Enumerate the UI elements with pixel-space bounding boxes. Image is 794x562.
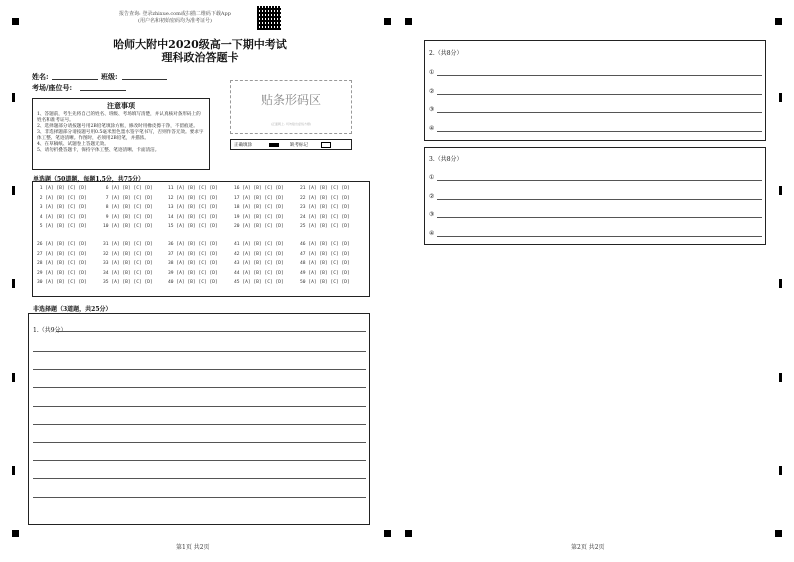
notice-body [33, 111, 209, 155]
line-number: ① [429, 174, 435, 181]
q1-answer-box[interactable] [28, 313, 370, 525]
mc-question-row[interactable]: 19 [A] [B] [C] [D] [234, 214, 284, 220]
answer-line[interactable] [33, 406, 366, 407]
mc-question-row[interactable]: 7 [A] [B] [C] [D] [103, 195, 153, 201]
line-number: ③ [429, 106, 435, 113]
page1-footer: 第1页 共2页 [176, 544, 210, 551]
q2-label: 2.（共8分） [429, 50, 463, 57]
notice-item: 4、在草稿纸、试题卷上答题无效。 [37, 142, 109, 147]
registration-mark [12, 18, 19, 25]
mc-question-row[interactable]: 4 [A] [B] [C] [D] [37, 214, 87, 220]
mc-question-row[interactable]: 45 [A] [B] [C] [D] [234, 280, 284, 285]
mc-question-row[interactable]: 40 [A] [B] [C] [D] [168, 280, 218, 285]
mc-question-row[interactable]: 26 [A] [B] [C] [D] [37, 242, 87, 247]
answer-line[interactable] [437, 180, 762, 181]
mc-question-row[interactable]: 10 [A] [B] [C] [D] [103, 224, 153, 229]
answer-line[interactable] [33, 497, 366, 498]
mc-section-title: 单选题（50道题，每题1.5分，共75分） [33, 176, 145, 183]
room-seat-field[interactable] [80, 90, 126, 91]
registration-mark [775, 530, 782, 537]
mc-question-row[interactable]: 16 [A] [B] [C] [D] [234, 186, 284, 191]
line-number: ③ [429, 211, 435, 218]
answer-line[interactable] [437, 75, 762, 76]
mc-question-row[interactable]: 46 [A] [B] [C] [D] [300, 242, 350, 247]
registration-mark [12, 530, 19, 537]
notice-item: 1、答题前，考生先将自己的姓名、班级、考场填写清楚，并认真核对条形码上的姓名和准考证号。 [37, 112, 201, 123]
missing-label: 缺考标记 [290, 143, 308, 148]
barcode-sub: (正面朝上, 切勿贴出虚线方框) [270, 122, 312, 126]
line-number: ④ [429, 124, 435, 132]
empty-box-icon[interactable] [321, 142, 331, 148]
timing-mark [779, 373, 782, 382]
mc-question-row[interactable]: 29 [A] [B] [C] [D] [37, 270, 87, 276]
mc-question-row[interactable]: 32 [A] [B] [C] [D] [103, 251, 153, 257]
registration-mark [405, 530, 412, 537]
mc-question-row[interactable]: 39 [A] [B] [C] [D] [168, 270, 218, 276]
mc-question-row[interactable]: 14 [A] [B] [C] [D] [168, 214, 218, 220]
mc-question-row[interactable]: 28 [A] [B] [C] [D] [37, 261, 87, 266]
page2-footer: 第2页 共2页 [571, 544, 605, 551]
timing-mark [779, 186, 782, 195]
class-label: 班级: [101, 72, 118, 81]
q3-answer-box[interactable] [424, 147, 766, 245]
answer-line[interactable] [33, 387, 366, 388]
mc-question-row[interactable]: 33 [A] [B] [C] [D] [103, 261, 153, 266]
answer-line[interactable] [437, 217, 762, 218]
registration-mark [384, 18, 391, 25]
mc-question-row[interactable]: 23 [A] [B] [C] [D] [300, 205, 350, 210]
answer-line[interactable] [56, 331, 366, 332]
notice-item: 3、非选择题部分请按题号用0.5毫米黑色墨水签字笔书写，否则作答无效。要求字体工整、笔迹清晰。作图时，必须用2B铅笔，并描浓。 [37, 130, 204, 141]
answer-line[interactable] [437, 112, 762, 113]
notice-item: 2、选择题部分请按题号用2B铅笔填涂方框，修改时用橡皮擦干净，不留痕迹。 [37, 124, 198, 129]
answer-line[interactable] [33, 460, 366, 461]
barcode-area [230, 80, 352, 134]
notice-item: 5、请勿折叠答题卡，保持字体工整、笔迹清晰、卡面清洁。 [37, 148, 160, 153]
answer-line[interactable] [437, 199, 762, 200]
answer-line[interactable] [33, 351, 366, 352]
mc-question-row[interactable]: 6 [A] [B] [C] [D] [103, 186, 153, 191]
answer-line[interactable] [437, 94, 762, 95]
mc-question-row[interactable]: 47 [A] [B] [C] [D] [300, 251, 350, 257]
line-number: ④ [429, 229, 435, 237]
mc-question-row[interactable]: 44 [A] [B] [C] [D] [234, 270, 284, 276]
q3-label: 3.（共8分） [429, 156, 463, 163]
answer-line[interactable] [437, 131, 762, 132]
mc-question-row[interactable]: 3 [A] [B] [C] [D] [37, 205, 87, 210]
mc-question-row[interactable]: 9 [A] [B] [C] [D] [103, 214, 153, 220]
mc-question-row[interactable]: 15 [A] [B] [C] [D] [168, 224, 218, 229]
answer-line[interactable] [437, 236, 762, 237]
fill-legend [230, 139, 352, 150]
mc-question-row[interactable]: 50 [A] [B] [C] [D] [300, 280, 350, 285]
mc-question-row[interactable]: 41 [A] [B] [C] [D] [234, 242, 284, 247]
mc-question-row[interactable]: 24 [A] [B] [C] [D] [300, 214, 350, 220]
mc-question-row[interactable]: 38 [A] [B] [C] [D] [168, 261, 218, 266]
mc-question-row[interactable]: 18 [A] [B] [C] [D] [234, 205, 284, 210]
free-section-title: 非选择题（3道题，共25分） [33, 306, 112, 313]
mc-question-row[interactable]: 35 [A] [B] [C] [D] [103, 280, 153, 285]
timing-mark [12, 466, 15, 475]
mc-question-row[interactable]: 5 [A] [B] [C] [D] [37, 224, 87, 229]
page-title [80, 38, 320, 64]
timing-mark [779, 93, 782, 102]
registration-mark [384, 530, 391, 537]
mc-question-row[interactable]: 34 [A] [B] [C] [D] [103, 270, 153, 276]
mc-question-row[interactable]: 48 [A] [B] [C] [D] [300, 261, 350, 266]
answer-line[interactable] [33, 369, 366, 370]
answer-line[interactable] [33, 424, 366, 425]
mc-question-row[interactable]: 22 [A] [B] [C] [D] [300, 195, 350, 201]
answer-line[interactable] [33, 442, 366, 443]
qr-code-icon [257, 6, 281, 30]
mc-question-row[interactable]: 30 [A] [B] [C] [D] [37, 280, 87, 285]
title-line2: 理科政治答题卡 [161, 51, 239, 64]
mc-question-row[interactable]: 11 [A] [B] [C] [D] [168, 186, 218, 191]
mc-question-row[interactable]: 36 [A] [B] [C] [D] [168, 242, 218, 247]
line-number: ② [429, 192, 435, 200]
timing-mark [12, 279, 15, 288]
mc-question-row[interactable]: 27 [A] [B] [C] [D] [37, 251, 87, 257]
name-field[interactable] [52, 79, 98, 80]
mc-question-row[interactable]: 1 [A] [B] [C] [D] [37, 186, 87, 191]
mc-question-row[interactable]: 13 [A] [B] [C] [D] [168, 205, 218, 210]
mc-question-row[interactable]: 20 [A] [B] [C] [D] [234, 224, 284, 229]
room-seat-label: 考场/座位号: [32, 83, 73, 92]
mc-question-row[interactable]: 21 [A] [B] [C] [D] [300, 186, 350, 191]
mc-question-row[interactable]: 2 [A] [B] [C] [D] [37, 195, 87, 201]
class-field[interactable] [122, 79, 167, 80]
notice-box [32, 98, 210, 170]
q2-answer-box[interactable] [424, 40, 766, 141]
notice-title: 注意事项 [107, 101, 135, 110]
answer-line[interactable] [33, 478, 366, 479]
line-number: ② [429, 87, 435, 95]
title-line1: 哈师大附中2020级高一下期中考试 [113, 38, 287, 51]
timing-mark [12, 373, 15, 382]
timing-mark [779, 466, 782, 475]
mc-question-row[interactable]: 25 [A] [B] [C] [D] [300, 224, 350, 229]
registration-mark [775, 18, 782, 25]
registration-mark [405, 18, 412, 25]
mc-box [32, 181, 370, 297]
line-number: ① [429, 69, 435, 76]
mc-question-row[interactable]: 31 [A] [B] [C] [D] [103, 242, 153, 247]
mc-question-row[interactable]: 43 [A] [B] [C] [D] [234, 261, 284, 266]
mc-question-row[interactable]: 8 [A] [B] [C] [D] [103, 205, 153, 210]
q1-label: 1.（共9分） [33, 327, 67, 334]
report-query-note [105, 11, 245, 25]
report-note-line1: 报告查询: 登录zhixue.com或扫描二维码下载App [119, 11, 231, 17]
mc-question-row[interactable]: 12 [A] [B] [C] [D] [168, 195, 218, 201]
timing-mark [12, 93, 15, 102]
timing-mark [779, 279, 782, 288]
mc-question-row[interactable]: 17 [A] [B] [C] [D] [234, 195, 284, 201]
mc-question-row[interactable]: 49 [A] [B] [C] [D] [300, 270, 350, 276]
barcode-label: 贴条形码区 [260, 93, 321, 107]
mc-question-row[interactable]: 37 [A] [B] [C] [D] [168, 251, 218, 257]
name-label: 姓名: [32, 72, 49, 81]
timing-mark [12, 186, 15, 195]
report-note-line2: (用户名和初始密码均为准考证号) [138, 18, 212, 24]
filled-box-icon [269, 143, 279, 147]
mc-question-row[interactable]: 42 [A] [B] [C] [D] [234, 251, 284, 257]
correct-fill-label: 正确填涂 [234, 143, 252, 148]
